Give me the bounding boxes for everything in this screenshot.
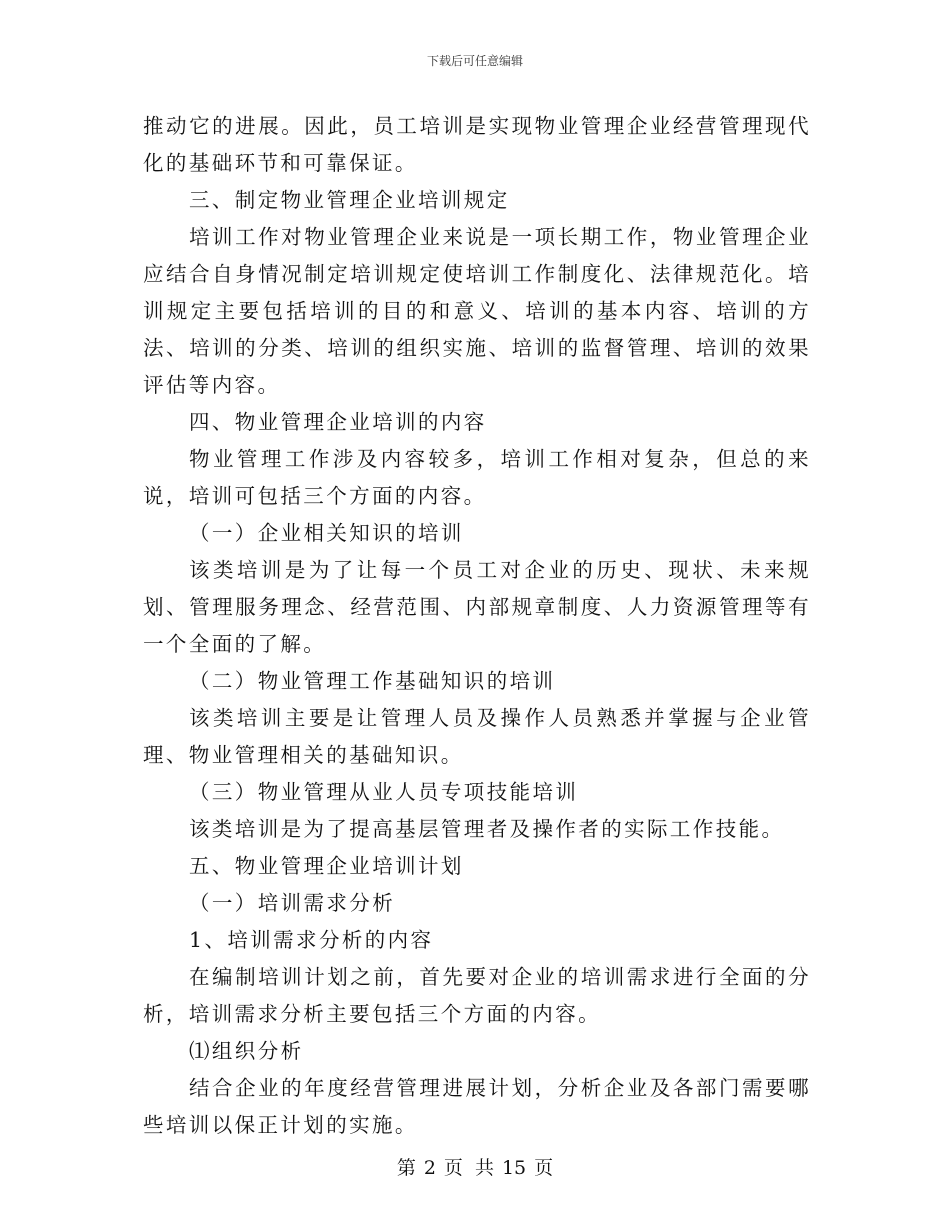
- subsection-heading: （三）物业管理从业人员专项技能培训: [189, 780, 579, 804]
- footer-prefix: 第: [396, 1157, 416, 1179]
- paragraph: 该类培训是为了让每一个员工对企业的历史、现状、未来规划、管理服务理念、经营范围、内部规章制度、人力资源管理等有一个全面的了解。: [143, 558, 811, 656]
- item-heading: 1、培训需求分析的内容: [189, 928, 434, 952]
- footer-suffix: 页: [534, 1157, 554, 1179]
- subsection-heading: （一）培训需求分析: [189, 891, 396, 915]
- paragraph: 结合企业的年度经营管理进展计划，分析企业及各部门需要哪些培训以保正计划的实施。: [143, 1076, 811, 1137]
- page-header: 下载后可任意编辑: [426, 54, 523, 68]
- paragraph: 该类培训主要是让管理人员及操作人员熟悉并掌握与企业管理、物业管理相关的基础知识。: [143, 706, 811, 767]
- item-heading: ⑴组织分析: [189, 1039, 304, 1063]
- page-total: 15: [501, 1157, 527, 1179]
- page-footer: [0, 1153, 950, 1180]
- page-number: 2: [423, 1157, 436, 1179]
- paragraph: 该类培训是为了提高基层管理者及操作者的实际工作技能。: [189, 817, 785, 841]
- document-body: [143, 108, 811, 1144]
- paragraph: 培训工作对物业管理企业来说是一项长期工作，物业管理企业应结合自身情况制定培训规定使培训工作制度化、法律规范化。培训规定主要包括培训的目的和意义、培训的基本内容、培训的方法、培训的分类、培训的组织实施、培训的监督管理、培训的效果评估等内容。: [143, 225, 811, 397]
- subsection-heading: （一）企业相关知识的培训: [189, 521, 464, 545]
- section-heading: 五、物业管理企业培训计划: [189, 854, 464, 878]
- footer-middle: 页 共: [443, 1157, 494, 1179]
- section-heading: 三、制定物业管理企业培训规定: [189, 188, 510, 212]
- subsection-heading: （二）物业管理工作基础知识的培训: [189, 669, 556, 693]
- paragraph: 在编制培训计划之前，首先要对企业的培训需求进行全面的分析，培训需求分析主要包括三个方面的内容。: [143, 965, 811, 1026]
- paragraph: 推动它的进展。因此，员工培训是实现物业管理企业经营管理现代化的基础环节和可靠保证。: [143, 114, 811, 175]
- paragraph: 物业管理工作涉及内容较多，培训工作相对复杂，但总的来说，培训可包括三个方面的内容。: [143, 447, 811, 508]
- section-heading: 四、物业管理企业培训的内容: [189, 410, 487, 434]
